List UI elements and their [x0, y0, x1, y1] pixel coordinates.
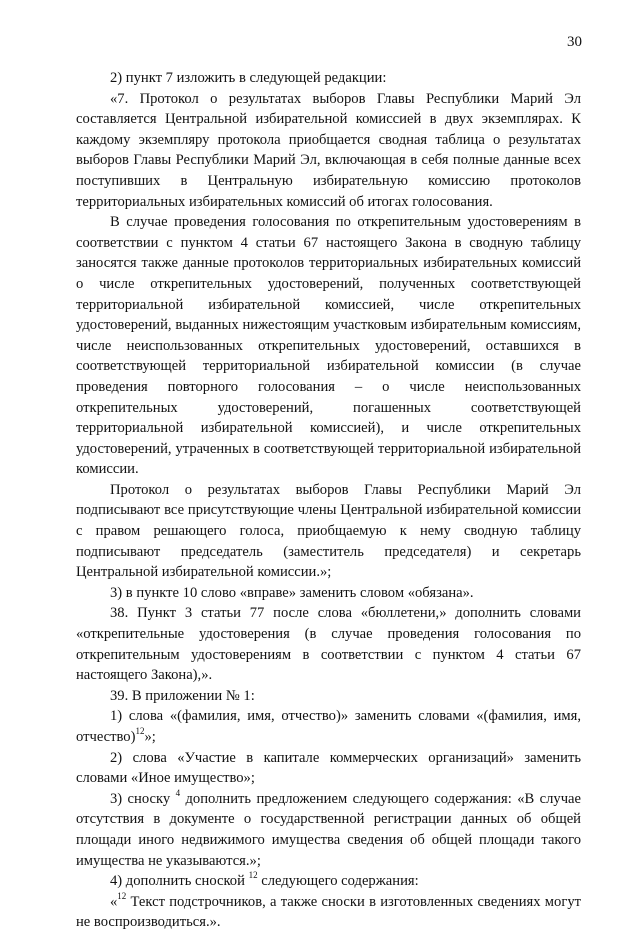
paragraph-footnote-12-text: [76, 892, 581, 933]
paragraph-protocol-signing: Протокол о результатах выборов Главы Республики Марий Эл подписывают все присутствующие члены Центральной избирательной комиссии с правом решающего голоса, приобщаемую к нему сводную таблицу подписывают председатель (заместитель председателя) и секретарь Центральной избирательной комиссии.»;: [76, 481, 581, 581]
paragraph-sub-2: 2) слова «Участие в капитале коммерческих организаций» заменить словами «Иное имущество»;: [76, 749, 581, 787]
text-part: 1) слова «(фамилия, имя, отчество)» заменить словами «(фамилия, имя, отчество): [76, 708, 581, 745]
text-part: дополнить предложением следующего содержания: «В случае отсутствия в документе о государственной регистрации данных об общей площади иного недвижимого имущества сведения об общей площади такого имущества не указываются.»;: [76, 790, 581, 869]
footnote-ref: 12: [117, 890, 127, 901]
text-part: «: [110, 893, 118, 910]
paragraph-sub-3: [76, 789, 581, 871]
text-part: Текст подстрочников, а также сноски в изготовленных сведениях могут не воспроизводиться.».: [76, 893, 581, 931]
footnote-ref: 4: [175, 787, 181, 798]
paragraph-item-3: 3) в пункте 10 слово «вправе» заменить словом «обязана».: [110, 584, 474, 601]
footnote-ref: 12: [248, 870, 258, 881]
text-part: 3) сноску: [110, 790, 176, 807]
paragraph-item-39: 39. В приложении № 1:: [110, 687, 255, 704]
paragraph-sub-1: [76, 706, 581, 747]
text-part: »;: [144, 729, 156, 745]
paragraph-sub-4: [76, 871, 581, 892]
text-part: следующего содержания:: [257, 873, 419, 890]
footnote-ref: 12: [135, 726, 145, 736]
page-number: 30: [567, 34, 582, 50]
document-body: [76, 68, 581, 933]
paragraph-item-2: 2) пункт 7 изложить в следующей редакции:: [110, 70, 387, 86]
paragraph-article-7-protocol: «7. Протокол о результатах выборов Главы Республики Марий Эл составляется Центральной избирательной комиссией в двух экземплярах. К каждому экземпляру протокола приобщается сводная таблица о результатах выборов Главы Республики Марий Эл, включающая в себя полные данные всех поступивших в Центральную избирательную комиссию протоколов территориальных избирательных комиссий об итогах голосования.: [76, 90, 581, 210]
text-part: 4) дополнить сноской: [110, 873, 249, 890]
paragraph-absentee-certificates: В случае проведения голосования по открепительным удостоверениям в соответствии с пунктом 4 статьи 67 настоящего Закона в сводную таблицу заносятся также данные протоколов территориальных избирательных комиссий о числе открепительных удостоверений, полученных соответствующей территориальной избирательной комиссией, числе открепительных удостоверений, выданных нижестоящим участковым избирательным комиссиям, числе неиспользованных открепительных удостоверений, оставшихся в соответствующей территориальной избирательной комиссии (в случае проведения повторного голосования – о числе неиспользованных открепительных удостоверений, погашенных соответствующей территориальной избирательной комиссией), и числе открепительных удостоверений, утраченных в соответствующей территориальной избирательной комиссии.: [76, 214, 581, 478]
paragraph-item-38: 38. Пункт 3 статьи 77 после слова «бюллетени,» дополнить словами «открепительные удостоверения (в случае проведения голосования по открепительным удостоверениям в соответствии с пунктом 4 статьи 67 настоящего Закона),».: [76, 605, 581, 684]
